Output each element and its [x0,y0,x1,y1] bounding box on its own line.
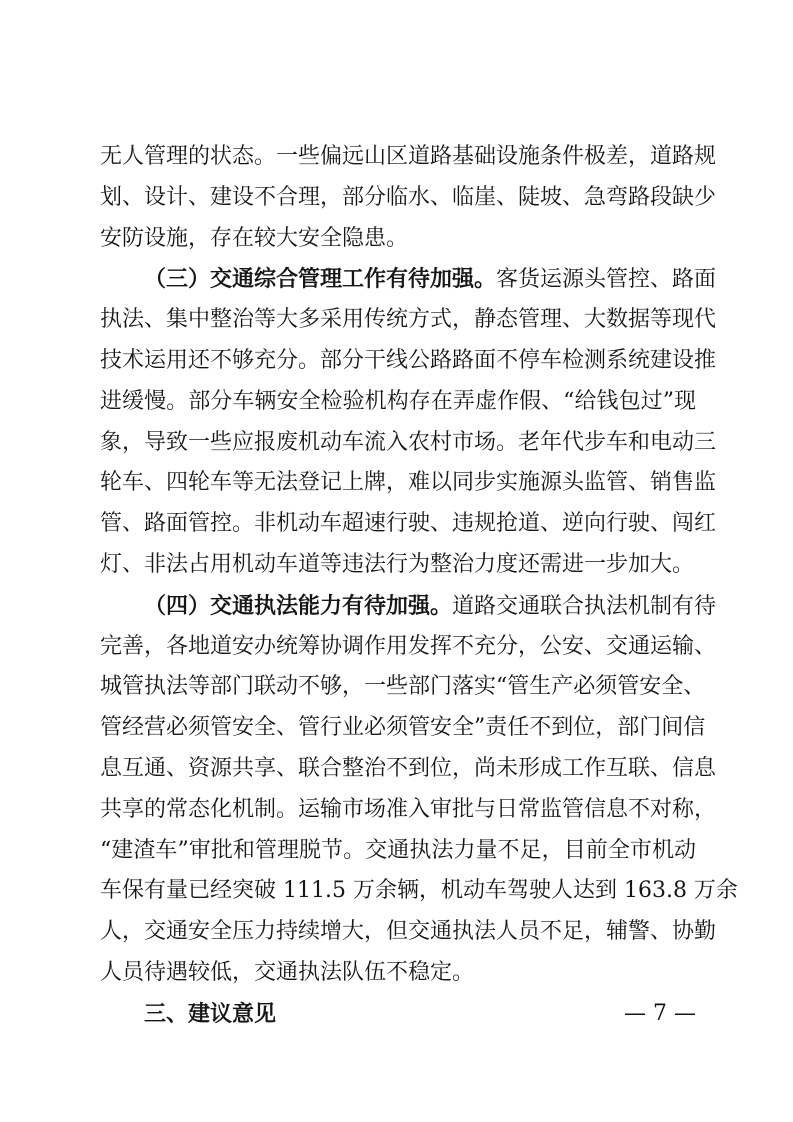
body-line: 人员待遇较低，交通执法队伍不稳定。 [100,960,475,985]
body-line: 执法、集中整治等大多采用传统方式，静态管理、大数据等现代 [100,307,717,332]
page-number: — 7 — [624,1001,696,1026]
paragraph-heading-line [144,261,717,297]
body-line: 完善，各地道安办统筹协调作用发挥不充分，公安、交通运输、 [100,634,717,659]
body-text: 客货运源头管控、路面 [496,267,717,292]
body-line: 安防设施，存在较大安全隐患。 [100,226,409,251]
body-line: 轮车、四轮车等无法登记上牌，难以同步实施源头监管、销售监 [100,470,717,495]
body-line: 息互通、资源共享、联合整治不到位，尚未形成工作互联、信息 [100,756,717,781]
body-line: 技术运用还不够充分。部分干线公路路面不停车检测系统建设推 [100,348,717,373]
paragraph-heading: （三）交通综合管理工作有待加强。 [144,266,497,292]
body-line: 划、设计、建设不合理，部分临水、临崖、陡坡、急弯路段缺少 [100,185,717,210]
body-line: 人，交通安全压力持续增大，但交通执法人员不足，辅警、协勤 [100,919,717,944]
body-line: 管经营必须管安全、管行业必须管安全”责任不到位，部门间信 [100,715,706,740]
body-line: 进缓慢。部分车辆安全检验机构存在弄虚作假、“给钱包过”现 [100,389,696,414]
body-text: 道路交通联合执法机制有待 [452,594,717,619]
body-line: “建渣车”审批和管理脱节。交通执法力量不足，目前全市机动 [100,838,696,863]
body-line: 车保有量已经突破 111.5 万余辆，机动车驾驶人达到 163.8 万余 [100,878,738,903]
body-line: 城管执法等部门联动不够，一些部门落实“管生产必须管安全、 [100,674,706,699]
body-line: 无人管理的状态。一些偏远山区道路基础设施条件极差，道路规 [100,144,717,169]
section-heading: 三、建议意见 [144,1001,277,1027]
body-line: 共享的常态化机制。运输市场准入审批与日常监管信息不对称， [100,797,717,822]
body-line: 管、路面管控。非机动车超速行驶、违规抢道、逆向行驶、闯红 [100,511,717,536]
paragraph-heading-line [144,588,717,624]
body-line: 象，导致一些应报废机动车流入农村市场。老年代步车和电动三 [100,430,717,455]
body-line: 灯、非法占用机动车道等违法行为整治力度还需进一步加大。 [100,552,695,577]
paragraph-heading: （四）交通执法能力有待加强。 [144,593,453,619]
